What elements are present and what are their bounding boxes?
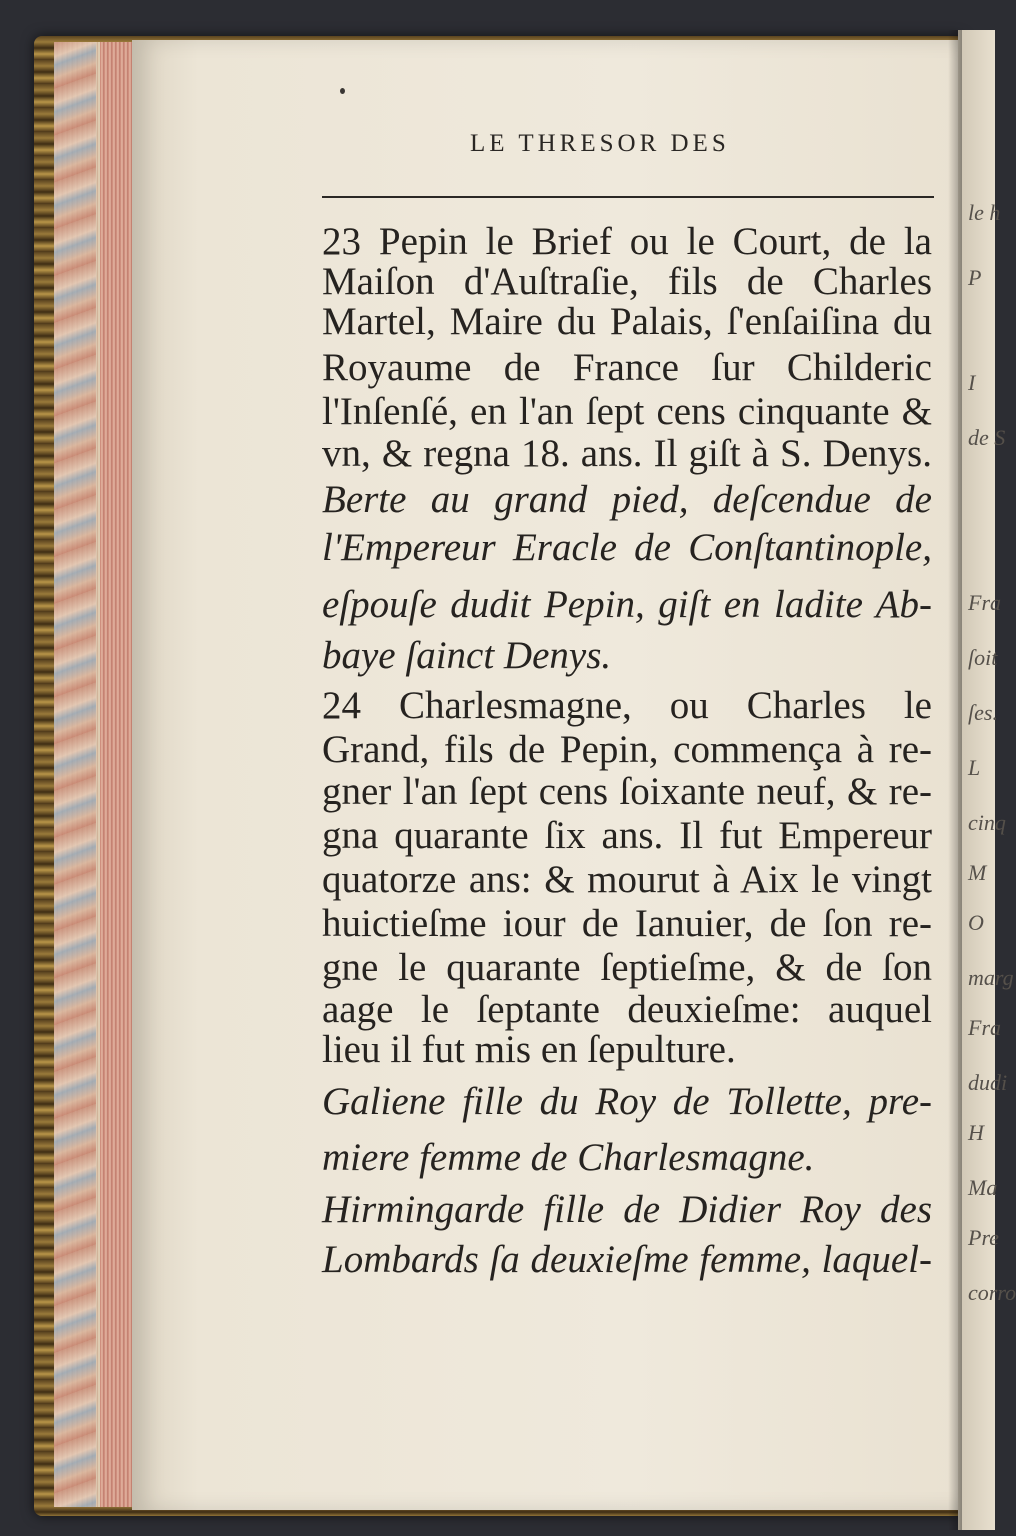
recto-fragment: Pre <box>968 1225 999 1250</box>
text-line: gner l'an ſept cens ſoixante neuf, & re- <box>322 770 932 813</box>
text-line: vn, & regna 18. ans. Il giſt à S. Denys. <box>322 432 932 475</box>
recto-fragment: Fra <box>968 1015 1001 1040</box>
text-line: Martel, Maire du Palais, ſ'enſaiſina du <box>322 300 932 343</box>
recto-fragment: Fra <box>968 590 1001 615</box>
text-line: 24 Charlesmagne, ou Charles le <box>322 684 932 727</box>
recto-fragment: I <box>968 370 976 395</box>
text-line: Grand, fils de Pepin, commença à re- <box>322 728 932 771</box>
recto-fragment: marg <box>968 965 1014 990</box>
ink-spot <box>340 88 345 94</box>
recto-fragment: ſes. <box>968 700 998 725</box>
recto-fragment: H <box>968 1120 984 1145</box>
text-line: Maiſon d'Auſtraſie, fils de Charles <box>322 260 932 303</box>
text-line: Lombards ſa deuxieſme femme, laquel- <box>322 1238 932 1281</box>
text-line: Berte au grand pied, deſcendue de <box>322 478 932 521</box>
text-line: l'Empereur Eracle de Conſtantinople, <box>322 526 932 569</box>
recto-fragment: le h <box>968 200 1001 225</box>
recto-fragment: de S <box>968 425 1006 450</box>
text-line: baye ſainct Denys. <box>322 634 612 677</box>
text-line: 23 Pepin le Brief ou le Court, de la <box>322 220 932 263</box>
text-line: quatorze ans: & mourut à Aix le vingt <box>322 858 932 901</box>
text-line: miere femme de Charlesmagne. <box>322 1136 815 1179</box>
recto-fragment: cinq <box>968 810 1006 835</box>
recto-fragment: dudi <box>968 1070 1008 1095</box>
running-header: LE THRESOR DES <box>470 130 730 157</box>
text-line: Hirmingarde fille de Didier Roy des <box>322 1188 932 1231</box>
recto-fragment: ſoit <box>968 645 998 670</box>
red-page-edge <box>100 42 136 1507</box>
gutter-shadow <box>948 30 962 1530</box>
text-line: aage le ſeptante deuxieſme: auquel <box>322 988 932 1031</box>
text-line: lieu il fut mis en ſepulture. <box>322 1028 736 1071</box>
recto-fragment: M <box>968 860 987 885</box>
text-line: gna quarante ſix ans. Il fut Empereur <box>322 814 932 857</box>
header-rule <box>322 196 934 198</box>
recto-fragment: corro <box>968 1280 1016 1305</box>
text-line: gne le quarante ſeptieſme, & de ſon <box>322 946 932 989</box>
text-line: l'Inſenſé, en l'an ſept cens cinquante & <box>322 390 932 433</box>
text-line: Galiene fille du Roy de Tollette, pre- <box>322 1080 932 1123</box>
text-line: eſpouſe dudit Pepin, giſt en ladite Ab- <box>322 583 932 626</box>
text-line: huictieſme iour de Ianuier, de ſon re- <box>322 902 932 945</box>
recto-fragment: O <box>968 910 984 935</box>
marbled-endpaper <box>54 42 96 1507</box>
text-line: Royaume de France ſur Childeric <box>322 346 932 389</box>
recto-fragment: L <box>968 755 981 780</box>
recto-fragment: Ma <box>968 1175 998 1200</box>
recto-page-edge <box>958 30 1016 1530</box>
recto-fragment: P <box>968 265 982 290</box>
